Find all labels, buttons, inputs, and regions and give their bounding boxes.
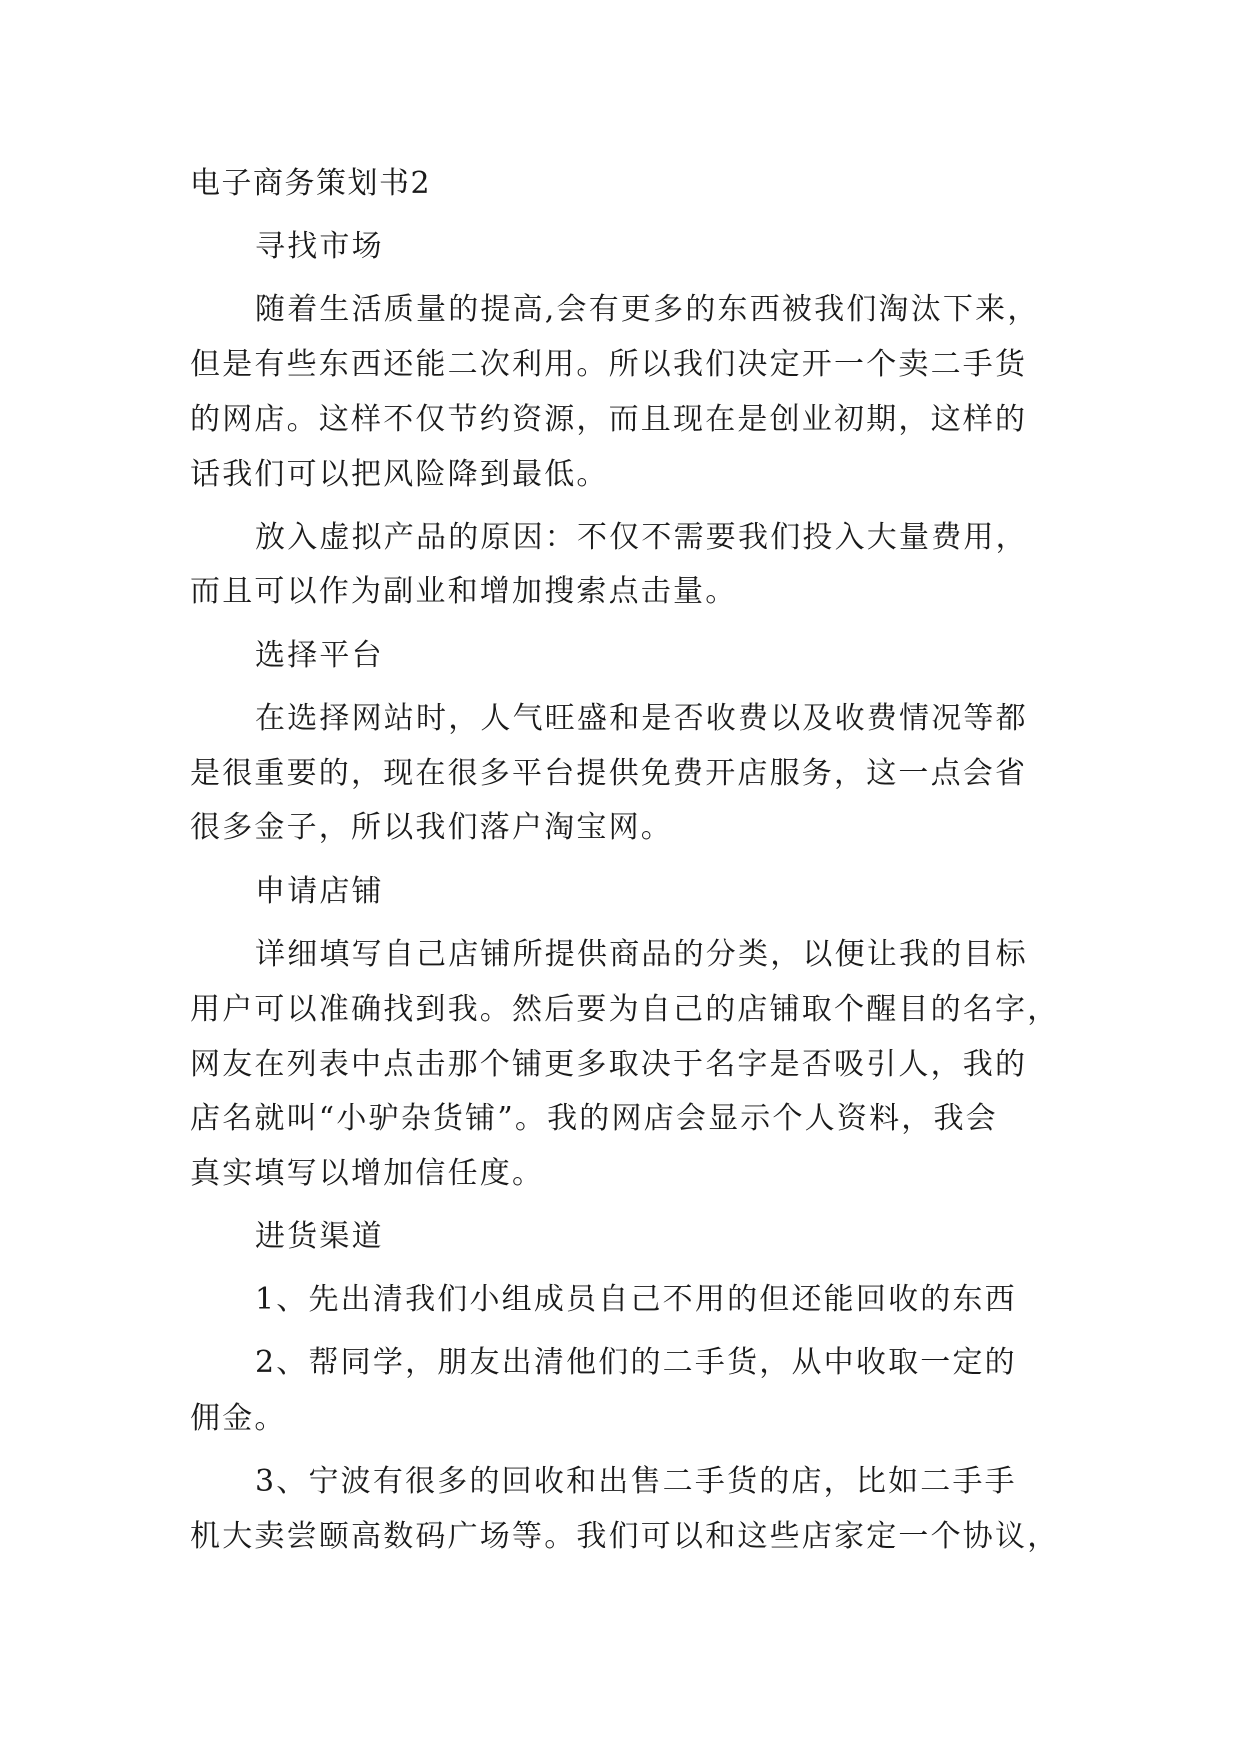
paragraph-line: 真实填写以增加信任度。 [190,1156,545,1191]
paragraph-line: 很多金子，所以我们落户淘宝网。 [190,810,673,845]
section-heading-platform: 选择平台 [255,638,384,673]
section-heading-shop: 申请店铺 [255,874,384,909]
document-title: 电子商务策划书2 [190,166,432,201]
paragraph-line: 放入虚拟产品的原因：不仅不需要我们投入大量费用， [255,520,1028,555]
paragraph-line: 网友在列表中点击那个铺更多取决于名字是否吸引人，我的 [190,1047,1028,1082]
paragraph-line: 随着生活质量的提高,会有更多的东西被我们淘汰下来， [255,292,1040,327]
section-heading-market: 寻找市场 [255,229,384,264]
list-item-1: 1、先出清我们小组成员自己不用的但还能回收的东西 [255,1282,1017,1317]
paragraph-line: 详细填写自己店铺所提供商品的分类，以便让我的目标 [255,937,1028,972]
paragraph-line: 是很重要的，现在很多平台提供免费开店服务，这一点会省 [190,756,1028,791]
paragraph-line: 而且可以作为副业和增加搜索点击量。 [190,574,738,609]
paragraph-line: 但是有些东西还能二次利用。所以我们决定开一个卖二手货 [190,347,1028,382]
paragraph-line: 在选择网站时，人气旺盛和是否收费以及收费情况等都 [255,701,1028,736]
paragraph-line: 的网店。这样不仅节约资源，而且现在是创业初期，这样的 [190,402,1028,437]
list-item-3-cont: 机大卖尝颐高数码广场等。我们可以和这些店家定一个协议， [190,1519,1060,1554]
paragraph-line: 话我们可以把风险降到最低。 [190,457,609,492]
section-heading-sourcing: 进货渠道 [255,1219,384,1254]
list-item-3: 3、宁波有很多的回收和出售二手货的店，比如二手手 [255,1464,1017,1499]
list-item-2: 2、帮同学，朋友出清他们的二手货，从中收取一定的 [255,1345,1017,1380]
list-item-2-cont: 佣金。 [190,1401,287,1436]
paragraph-line: 店名就叫“小驴杂货铺”。我的网店会显示个人资料，我会 [190,1101,998,1136]
paragraph-line: 用户可以准确找到我。然后要为自己的店铺取个醒目的名字， [190,992,1060,1027]
